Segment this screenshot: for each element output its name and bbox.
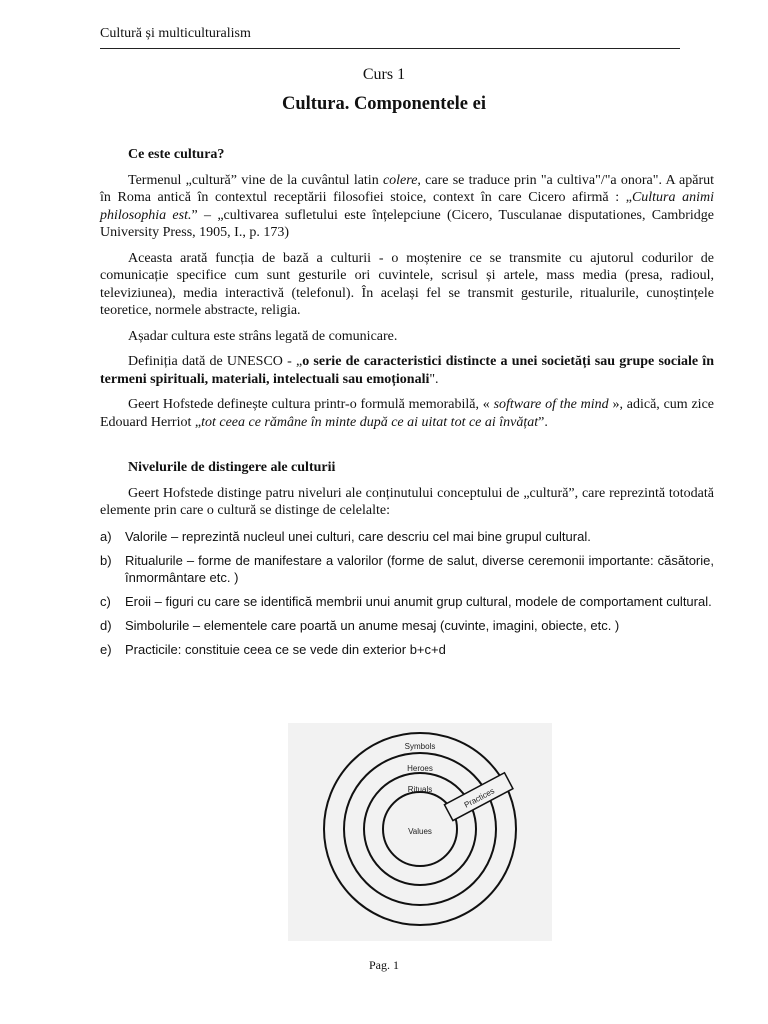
list-marker: a): [100, 528, 112, 544]
list-item: [100, 552, 714, 586]
onion-diagram: [288, 723, 552, 941]
paragraph-communication: Așadar cultura este strâns legată de comunicare.: [128, 328, 398, 344]
label-practices: Practices: [462, 786, 497, 810]
running-title: Cultură și multiculturalism: [100, 26, 251, 41]
text-run: ”.: [538, 414, 548, 430]
paragraph-function: Aceasta arată funcția de bază a culturii - o moștenire ce se transmite cu ajutorul codurilor de comunicație specifice cum sunt gesturile ori cuvintele, scrisul și artele, mass media (presa, radioul, televiziunea), media interactivă (telefonul). În același fel se transmit gesturile, ritualurile, cunoștințele teoretice, normele abstracte, religia.: [100, 250, 714, 318]
list-item-text: Eroii – figuri cu care se identifică membrii unui anumit grup cultural, modele de comportament cultural.: [125, 593, 712, 609]
text-run: Geert Hofstede definește cultura printr-o formulă memorabilă, «: [128, 397, 494, 412]
paragraph-etymology: [100, 172, 714, 242]
running-header: [100, 26, 680, 49]
text-run: , care se traduce prin "a cultiva"/"a onora". A apărut în Roma antică în contextul receptării filosofiei stoice, context în care Cicero afirmă : „: [100, 172, 714, 205]
text-run: Definiția dată de UNESCO - „: [128, 354, 303, 369]
levels-list: [100, 528, 714, 658]
list-item-text: Valorile – reprezintă nucleul unei culturi, care descriu cel mai bine grupul cultural.: [125, 528, 591, 544]
list-marker: e): [100, 641, 112, 657]
onion-diagram-svg: [288, 723, 552, 941]
label-rituals: Rituals: [407, 785, 433, 794]
italic-run: Cultura animi philosophia est.: [100, 190, 714, 223]
list-item: [100, 641, 714, 658]
label-symbols: Symbols: [404, 742, 436, 751]
list-item-text: Simbolurile – elementele care poartă un anume mesaj (cuvinte, imagini, obiecte, etc. ): [125, 617, 620, 633]
italic-run: software of the mind: [493, 397, 609, 412]
document-body: [100, 146, 714, 665]
list-item: [100, 528, 714, 545]
list-item: [100, 593, 714, 610]
list-marker: d): [100, 617, 112, 633]
text-run: », adică, cum zice Edouard Herriot „: [100, 397, 715, 430]
italic-run: tot ceea ce rămâne în minte după ce ai uitat tot ce ai învățat: [201, 414, 539, 430]
list-item-text: Practicile: constituie ceea ce se vede din exterior b+c+d: [125, 641, 446, 657]
course-label: Curs 1: [362, 66, 406, 83]
label-heroes: Heroes: [407, 764, 433, 773]
list-marker: c): [100, 593, 111, 609]
text-run: ".: [429, 371, 439, 387]
paragraph-hofstede: [100, 396, 714, 431]
paragraph-unesco: [100, 353, 714, 388]
list-item-text: Ritualurile – forme de manifestare a valorilor (forme de salut, diverse ceremonii importante: căsătorie, înmormântare etc. ): [125, 552, 714, 585]
list-item: [100, 617, 714, 634]
text-run: Termenul „cultură” vine de la cuvântul latin: [128, 172, 383, 188]
label-values: Values: [408, 827, 432, 836]
italic-run: colere: [382, 172, 418, 188]
page-number: Pag. 1: [369, 958, 399, 972]
bold-run: o serie de caracteristici distincte a unei societăți sau grupe sociale în termeni spirituali, materiali, intelectuali sau emoționali: [100, 354, 714, 387]
section-heading-what-is-culture: Ce este cultura?: [128, 147, 225, 162]
text-run: ” – „cultivarea sufletului este înțelepciune (Cicero, Tusculanae disputationes, Cambridge University Press, 1905, I., p. 173): [100, 207, 715, 240]
paragraph-levels-intro: Geert Hofstede distinge patru niveluri ale conținutului conceptului de „cultură”, care reprezintă totodată elemente prin care o cultură se distinge de celelalte:: [100, 485, 714, 518]
section-heading-levels: Nivelurile de distingere ale culturii: [128, 460, 336, 475]
page-title: Cultura. Componentele ei: [282, 94, 486, 114]
list-marker: b): [100, 552, 112, 568]
